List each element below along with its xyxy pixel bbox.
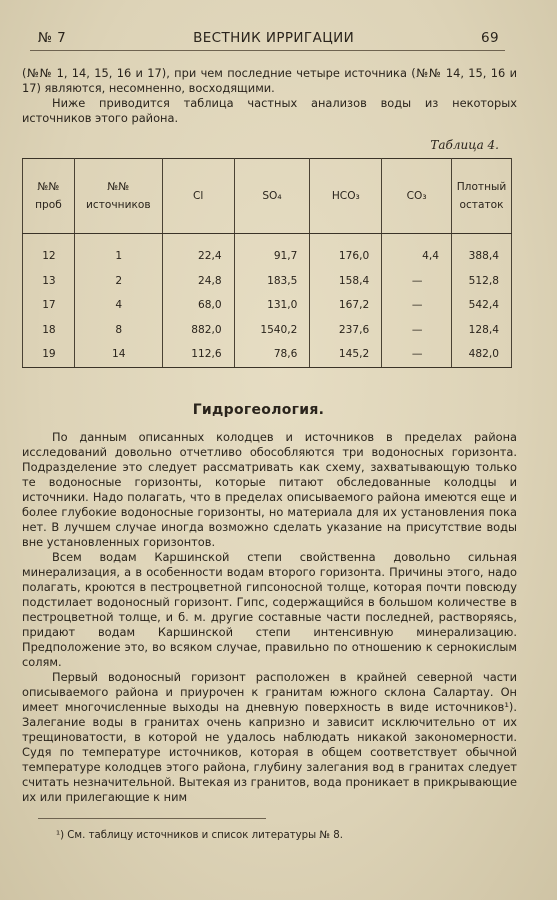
table-cell: 18 — [23, 318, 75, 343]
page-number: 69 — [481, 30, 499, 46]
table-row — [23, 293, 512, 318]
intro-paragraph: Ниже приводится таблица частных анализов воды из некоторых источников этого района. — [22, 96, 517, 125]
table-cell: 17 — [23, 293, 75, 318]
table-row — [23, 269, 512, 294]
col-header-hco3: HCO₃ — [310, 159, 382, 234]
table-cell: 91,7 — [234, 244, 310, 269]
table-cell: 4 — [74, 293, 162, 318]
table-cell: 237,6 — [310, 318, 382, 343]
section-heading: Гидрогеология. — [192, 402, 325, 418]
table-cell: 512,8 — [452, 269, 512, 294]
table-cell: 145,2 — [310, 342, 382, 367]
table-cell: 112,6 — [162, 342, 234, 367]
col-header-so4: SO₄ — [234, 159, 310, 234]
header-divider — [30, 50, 505, 51]
body-text — [22, 430, 517, 805]
page-header — [38, 30, 499, 46]
table-cell: 542,4 — [452, 293, 512, 318]
journal-title: ВЕСТНИК ИРРИГАЦИИ — [193, 30, 355, 46]
col-header-co3: CO₃ — [382, 159, 452, 234]
table-cell: 8 — [74, 318, 162, 343]
body-paragraph: Первый водоносный горизонт расположен в крайней северной части описываемого района и приурочен к гранитам южного склона Салартау. Он имеет многочисленные выходы на дневную поверхность в виде источников¹). Залегание воды в гранитах очень капризно и зависит исключительно от их трещиноватости, в которой не удалось наблюдать никакой закономерности. Судя по температуре источников, которая в общем соответствует обычной температуре колодцев этого района, глубину залегания вод в гранитах следует считать незначительной. Вытекая из гранитов, вода проникает в прикрывающие их или прилегающие к ним — [22, 670, 517, 804]
table-cell: 1540,2 — [234, 318, 310, 343]
table-cell: 158,4 — [310, 269, 382, 294]
issue-number: № 7 — [38, 30, 67, 46]
table-cell: 482,0 — [452, 342, 512, 367]
table-cell: 22,4 — [162, 244, 234, 269]
water-analysis-table — [22, 158, 512, 368]
table-cell: 2 — [74, 269, 162, 294]
body-paragraph: По данным описанных колодцев и источников в пределах района исследований довольно отчетливо обособляются три водоносных горизонта. Подразделение это следует рассматривать как схему, захватывающую только те водоносные горизонты, которые питают обследованные колодцы и источники. Надо полагать, что в пределах описываемого района имеются еще и более глубокие водоносные горизонты, но материала для их установления пока нет. В лучшем случае иногда возможно сделать указание на присутствие воды вне установленных горизонтов. — [22, 430, 517, 549]
table-cell: 176,0 — [310, 244, 382, 269]
intro-paragraph: (№№ 1, 14, 15, 16 и 17), при чем последние четыре источника (№№ 14, 15, 16 и 17) являются, несомненно, восходящими. — [22, 66, 517, 95]
table-cell: 167,2 — [310, 293, 382, 318]
table-cell: 68,0 — [162, 293, 234, 318]
table-cell: 13 — [23, 269, 75, 294]
table-cell: 12 — [23, 244, 75, 269]
table-row — [23, 342, 512, 367]
table-cell: — — [382, 293, 452, 318]
col-header-cl: Cl — [162, 159, 234, 234]
body-paragraph: Всем водам Каршинской степи свойственна довольно сильная минерализация, а в особенности водам второго горизонта. Причины этого, надо полагать, кроются в пестроцветной гипсоносной толще, которая почти повсюду подстилает водоносный горизонт. Гипс, содержащийся в большом количестве в пестроцветной толще, и б. м. другие составные части последней, растворяясь, придают водам Каршинской степи интенсивную минерализацию. Предположение это, во всяком случае, правильно по отношению к сернокислым солям. — [22, 550, 517, 669]
table-cell: 78,6 — [234, 342, 310, 367]
table-cell: 24,8 — [162, 269, 234, 294]
footnote: ¹) См. таблицу источников и список литературы № 8. — [56, 830, 343, 841]
table-cell: — — [382, 269, 452, 294]
table-cell: — — [382, 318, 452, 343]
table-cell: 14 — [74, 342, 162, 367]
table-cell: 4,4 — [382, 244, 452, 269]
table-row — [23, 244, 512, 269]
table-cell: 19 — [23, 342, 75, 367]
table-cell: 183,5 — [234, 269, 310, 294]
col-header-source: №№ источников — [74, 159, 162, 234]
table-cell: 131,0 — [234, 293, 310, 318]
table-cell: 1 — [74, 244, 162, 269]
table-cell: 882,0 — [162, 318, 234, 343]
table-row — [23, 318, 512, 343]
intro-text — [22, 66, 517, 126]
col-header-residue: Плотный остаток — [452, 159, 512, 234]
table-cell: 388,4 — [452, 244, 512, 269]
table-caption: Таблица 4. — [430, 138, 499, 152]
table-header-row — [23, 159, 512, 234]
col-header-sample: №№ проб — [23, 159, 75, 234]
footnote-divider — [38, 818, 266, 819]
table-cell: — — [382, 342, 452, 367]
table-cell: 128,4 — [452, 318, 512, 343]
